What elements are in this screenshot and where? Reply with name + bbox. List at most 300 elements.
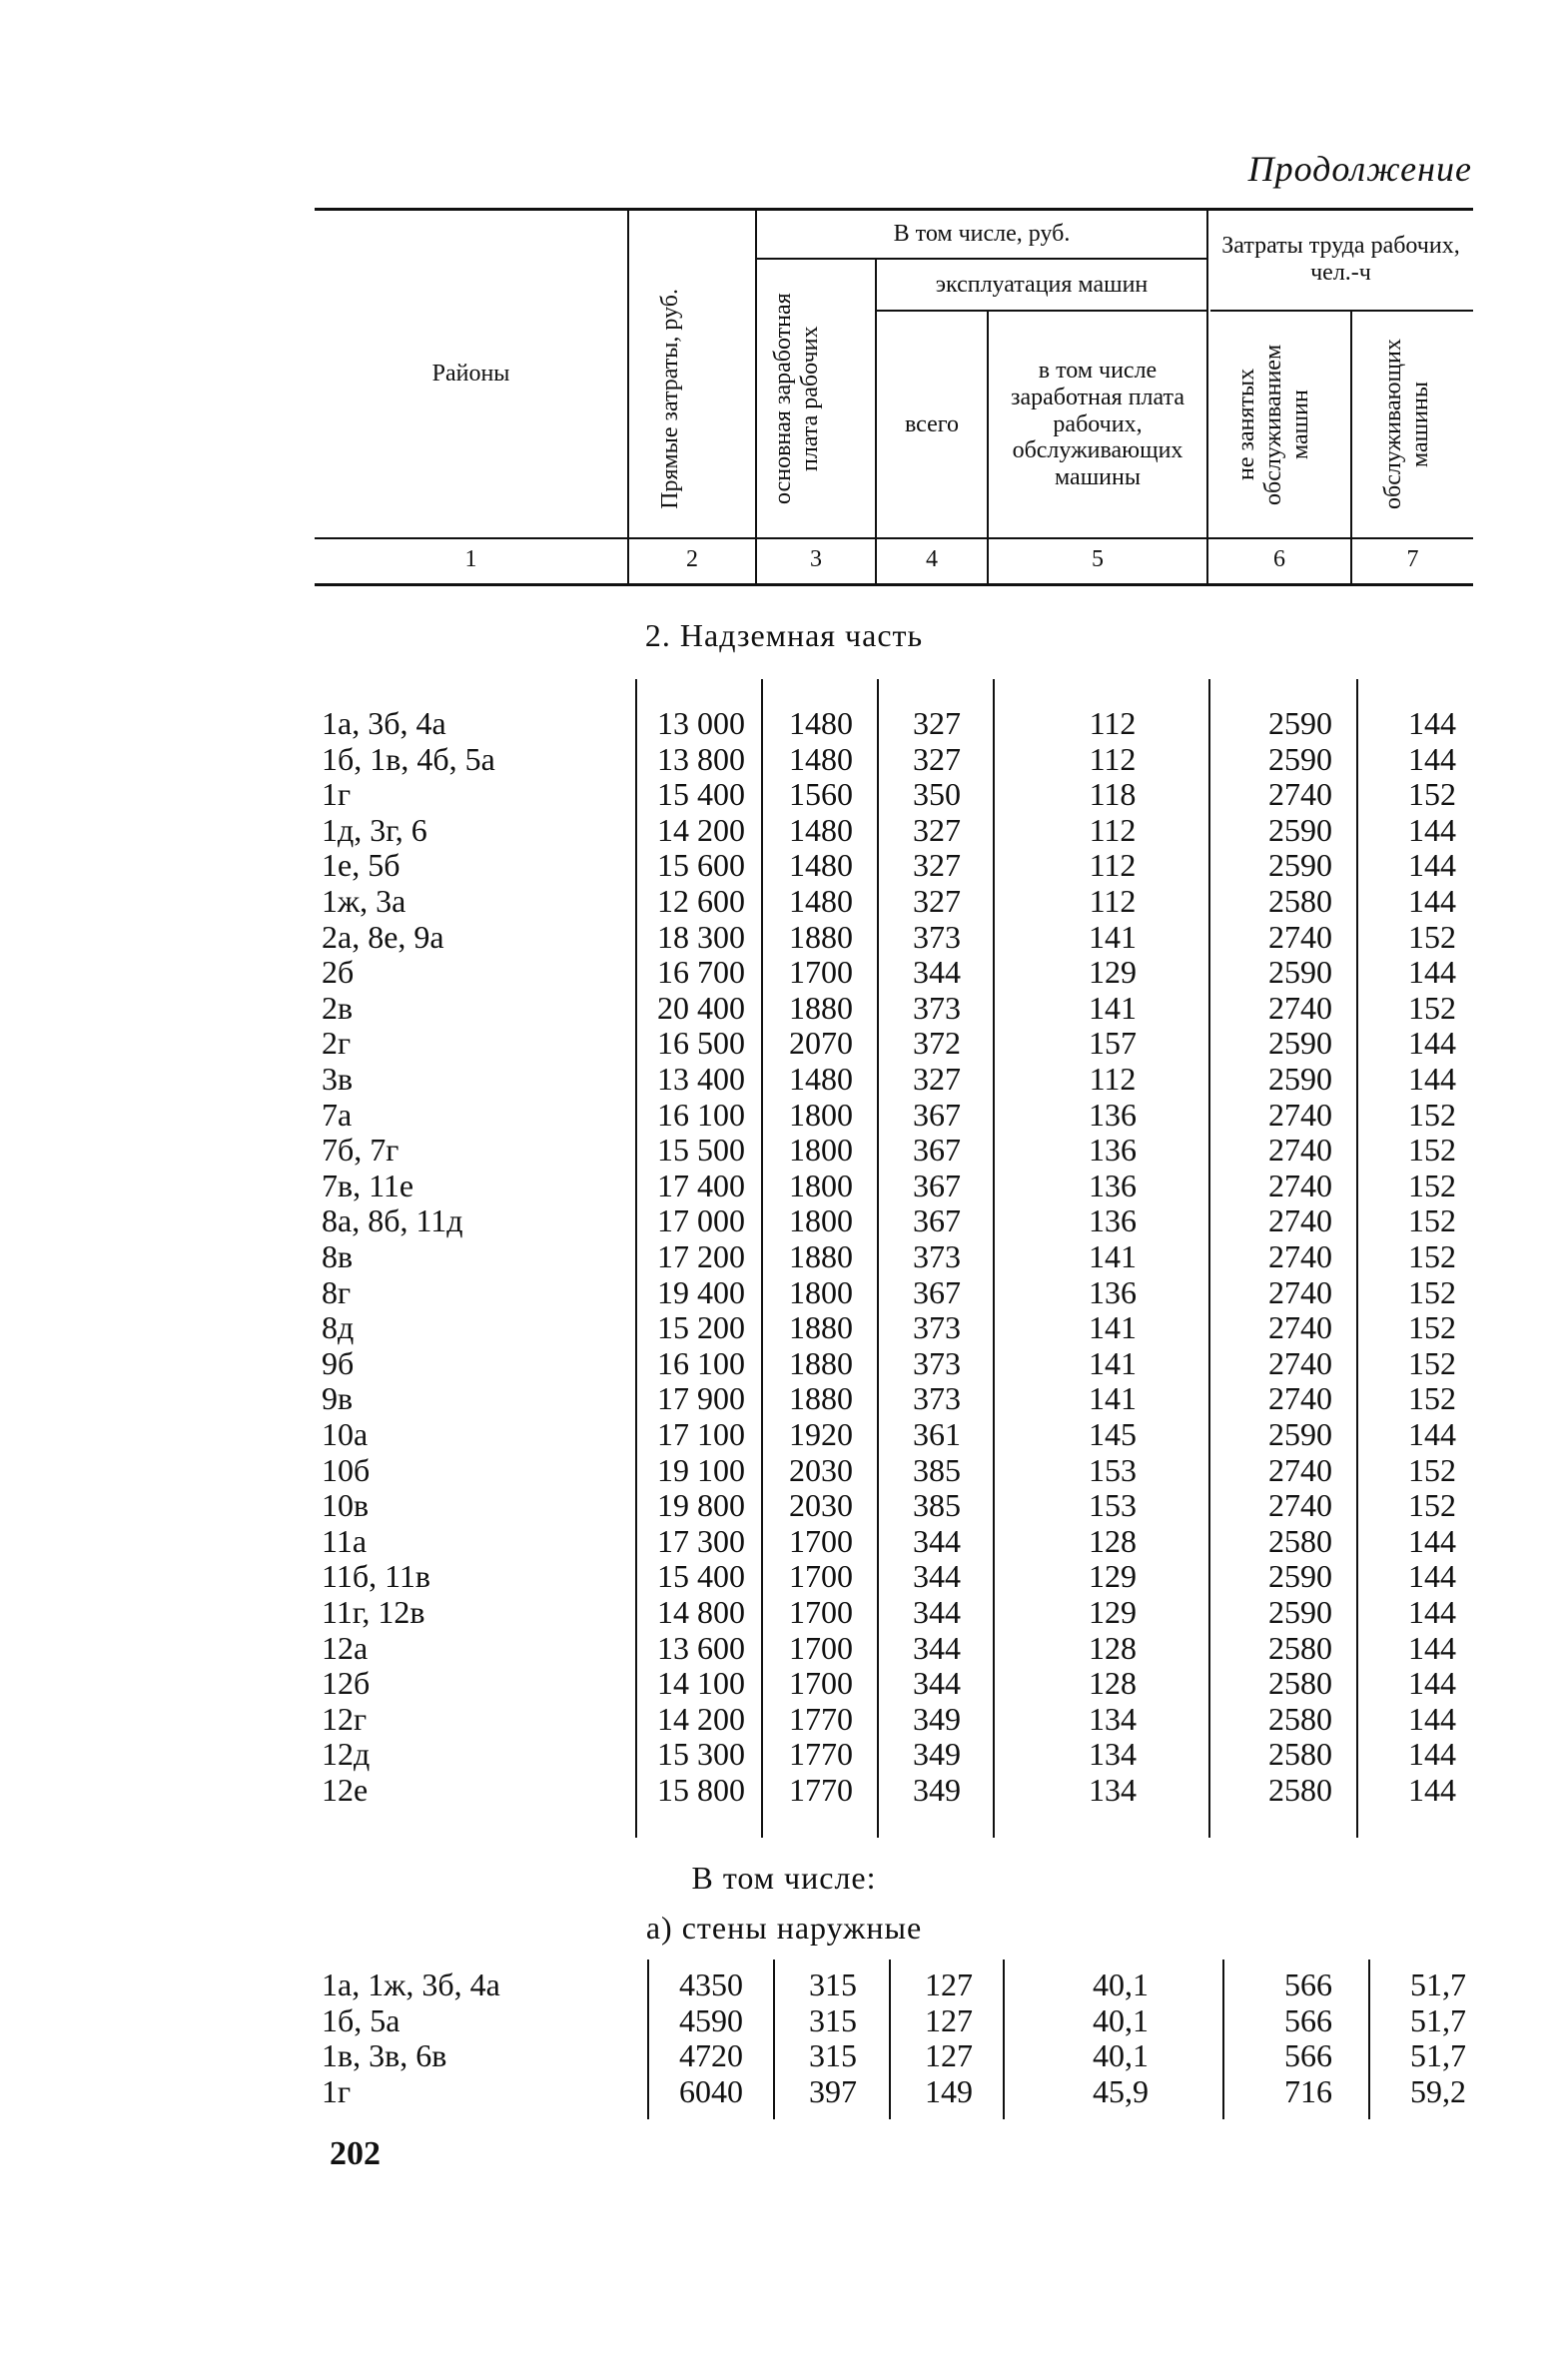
value-cell: 13 800 — [657, 740, 745, 777]
value-cell: 327 — [913, 883, 961, 919]
value-cell: 19 100 — [657, 1451, 745, 1488]
region-cell: 1б, 1в, 4б, 5а — [322, 740, 495, 777]
region-cell: 10в — [322, 1487, 370, 1524]
region-cell: 10б — [322, 1451, 371, 1488]
value-cell: 112 — [1089, 883, 1137, 919]
value-cell: 152 — [1408, 1344, 1456, 1381]
value-cell: 134 — [1089, 1736, 1137, 1773]
value-cell: 128 — [1089, 1629, 1137, 1666]
column-number: 1 — [464, 545, 477, 572]
value-cell: 15 200 — [657, 1309, 745, 1346]
value-cell: 144 — [1408, 740, 1456, 777]
value-cell: 141 — [1089, 989, 1137, 1026]
value-cell: 152 — [1408, 1202, 1456, 1239]
value-cell: 145 — [1089, 1416, 1137, 1452]
table-row — [0, 742, 1568, 778]
table-row — [0, 848, 1568, 884]
table-row — [0, 1666, 1568, 1702]
value-cell: 2070 — [789, 1025, 853, 1062]
value-cell: 2580 — [1268, 1772, 1332, 1808]
value-cell: 134 — [1089, 1700, 1137, 1737]
region-cell: 2а, 8е, 9а — [322, 918, 444, 955]
value-cell: 15 600 — [657, 847, 745, 884]
value-cell: 1480 — [789, 740, 853, 777]
table-row — [0, 1310, 1568, 1346]
value-cell: 152 — [1408, 1096, 1456, 1133]
value-cell: 1700 — [789, 954, 853, 991]
table-row — [0, 1631, 1568, 1667]
value-cell: 144 — [1408, 1061, 1456, 1097]
table-row — [0, 813, 1568, 849]
column-number: 4 — [926, 545, 938, 572]
region-cell: 10а — [322, 1416, 369, 1452]
value-cell: 141 — [1089, 1238, 1137, 1274]
value-cell: 144 — [1408, 1629, 1456, 1666]
value-cell: 2590 — [1268, 1416, 1332, 1452]
value-cell: 129 — [1089, 1558, 1137, 1595]
value-cell: 1700 — [789, 1594, 853, 1630]
table-row — [0, 1417, 1568, 1453]
value-cell: 136 — [1089, 1202, 1137, 1239]
value-cell: 367 — [913, 1132, 961, 1169]
table-row — [0, 2003, 1568, 2039]
region-cell: 8а, 8б, 11д — [322, 1202, 463, 1239]
table-row — [0, 1773, 1568, 1809]
table-row — [0, 1169, 1568, 1204]
value-cell: 136 — [1089, 1096, 1137, 1133]
value-cell: 2590 — [1268, 705, 1332, 741]
table-row — [0, 1098, 1568, 1134]
value-cell: 14 100 — [657, 1665, 745, 1702]
table-row — [0, 706, 1568, 742]
region-cell: 7в, 11е — [322, 1167, 414, 1203]
value-cell: 1480 — [789, 883, 853, 919]
section-title: 2. Надземная часть — [644, 617, 924, 653]
value-cell: 2590 — [1268, 1594, 1332, 1630]
value-cell: 4590 — [679, 2001, 743, 2038]
value-cell: 144 — [1408, 1522, 1456, 1559]
table-row — [0, 920, 1568, 956]
column-number: 3 — [810, 545, 822, 572]
value-cell: 112 — [1089, 847, 1137, 884]
table-row — [0, 1968, 1568, 2003]
value-cell: 15 400 — [657, 776, 745, 813]
value-cell: 16 700 — [657, 954, 745, 991]
value-cell: 40,1 — [1093, 2001, 1149, 2038]
value-cell: 1770 — [789, 1700, 853, 1737]
value-cell: 2740 — [1268, 1344, 1332, 1381]
value-cell: 2740 — [1268, 918, 1332, 955]
value-cell: 118 — [1089, 776, 1137, 813]
value-cell: 1770 — [789, 1772, 853, 1808]
region-cell: 2в — [322, 989, 354, 1026]
value-cell: 1480 — [789, 1061, 853, 1097]
value-cell: 2580 — [1268, 1700, 1332, 1737]
value-cell: 2740 — [1268, 1096, 1332, 1133]
value-cell: 51,7 — [1410, 1967, 1466, 2002]
table-row — [0, 1702, 1568, 1738]
value-cell: 2590 — [1268, 811, 1332, 848]
value-cell: 1880 — [789, 989, 853, 1026]
value-cell: 19 400 — [657, 1273, 745, 1310]
header-operators-wage: в том числе заработная плата рабочих, обслуживающих машины — [1011, 357, 1184, 491]
value-cell: 1480 — [789, 847, 853, 884]
value-cell: 152 — [1408, 776, 1456, 813]
value-cell: 1880 — [789, 1380, 853, 1417]
value-cell: 2740 — [1268, 1167, 1332, 1203]
value-cell: 2740 — [1268, 1273, 1332, 1310]
region-cell: 11а — [322, 1522, 368, 1559]
value-cell: 144 — [1408, 705, 1456, 741]
value-cell: 361 — [913, 1416, 961, 1452]
value-cell: 127 — [925, 2037, 973, 2074]
value-cell: 20 400 — [657, 989, 745, 1026]
value-cell: 327 — [913, 847, 961, 884]
value-cell: 1800 — [789, 1132, 853, 1169]
colnum-bottom-rule — [315, 583, 1473, 586]
value-cell: 372 — [913, 1025, 961, 1062]
value-cell: 2030 — [789, 1487, 853, 1524]
value-cell: 152 — [1408, 1380, 1456, 1417]
region-cell: 12е — [322, 1772, 369, 1808]
table-row — [0, 1559, 1568, 1595]
value-cell: 373 — [913, 1380, 961, 1417]
value-cell: 17 200 — [657, 1238, 745, 1274]
value-cell: 17 900 — [657, 1380, 745, 1417]
value-cell: 2030 — [789, 1451, 853, 1488]
region-cell: 9б — [322, 1344, 355, 1381]
value-cell: 136 — [1089, 1167, 1137, 1203]
value-cell: 112 — [1089, 1061, 1137, 1097]
value-cell: 327 — [913, 740, 961, 777]
region-cell: 3в — [322, 1061, 354, 1097]
header-labor-costs: Затраты труда рабочих, чел.-ч — [1221, 233, 1460, 286]
value-cell: 40,1 — [1093, 2037, 1149, 2074]
header-machine-operation: эксплуатация машин — [935, 271, 1149, 298]
table-row — [0, 1239, 1568, 1275]
value-cell: 51,7 — [1410, 2001, 1466, 2038]
header-total: всего — [904, 410, 960, 437]
region-cell: 8г — [322, 1273, 352, 1310]
value-cell: 1880 — [789, 1238, 853, 1274]
column-number: 7 — [1406, 545, 1419, 572]
value-cell: 2580 — [1268, 883, 1332, 919]
value-cell: 128 — [1089, 1665, 1137, 1702]
value-cell: 2590 — [1268, 847, 1332, 884]
value-cell: 13 000 — [657, 705, 745, 741]
value-cell: 349 — [913, 1700, 961, 1737]
value-cell: 152 — [1408, 918, 1456, 955]
header-servicing: обслуживающих машины — [1379, 339, 1433, 510]
value-cell: 112 — [1089, 705, 1137, 741]
region-cell: 8д — [322, 1309, 355, 1346]
table-row — [0, 1346, 1568, 1382]
value-cell: 1880 — [789, 1309, 853, 1346]
value-cell: 1800 — [789, 1202, 853, 1239]
region-cell: 12г — [322, 1700, 368, 1737]
value-cell: 17 400 — [657, 1167, 745, 1203]
value-cell: 157 — [1089, 1025, 1137, 1062]
value-cell: 144 — [1408, 847, 1456, 884]
value-cell: 2740 — [1268, 1132, 1332, 1169]
value-cell: 1800 — [789, 1096, 853, 1133]
value-cell: 1770 — [789, 1736, 853, 1773]
value-cell: 373 — [913, 989, 961, 1026]
value-cell: 144 — [1408, 1700, 1456, 1737]
value-cell: 2740 — [1268, 1451, 1332, 1488]
value-cell: 1700 — [789, 1558, 853, 1595]
value-cell: 144 — [1408, 1665, 1456, 1702]
value-cell: 112 — [1089, 740, 1137, 777]
value-cell: 385 — [913, 1451, 961, 1488]
region-cell: 1г — [322, 2072, 352, 2109]
value-cell: 344 — [913, 1594, 961, 1630]
table-row — [0, 1737, 1568, 1773]
value-cell: 18 300 — [657, 918, 745, 955]
value-cell: 15 300 — [657, 1736, 745, 1773]
value-cell: 367 — [913, 1202, 961, 1239]
value-cell: 144 — [1408, 1736, 1456, 1773]
value-cell: 566 — [1284, 2001, 1332, 2038]
value-cell: 327 — [913, 1061, 961, 1097]
header-not-busy: не занятых обслуживанием машин — [1233, 344, 1313, 505]
subsection-title: а) стены наружные — [645, 1910, 923, 1946]
value-cell: 716 — [1284, 2072, 1332, 2109]
value-cell: 16 500 — [657, 1025, 745, 1062]
region-cell: 2г — [322, 1025, 352, 1062]
value-cell: 344 — [913, 1665, 961, 1702]
value-cell: 17 000 — [657, 1202, 745, 1239]
value-cell: 2580 — [1268, 1522, 1332, 1559]
region-cell: 9в — [322, 1380, 354, 1417]
value-cell: 367 — [913, 1096, 961, 1133]
value-cell: 13 600 — [657, 1629, 745, 1666]
value-cell: 373 — [913, 1238, 961, 1274]
header-including: В том числе, руб. — [893, 220, 1071, 247]
region-cell: 1ж, 3а — [322, 883, 406, 919]
value-cell: 1920 — [789, 1416, 853, 1452]
value-cell: 2740 — [1268, 1238, 1332, 1274]
region-cell: 1а, 1ж, 3б, 4а — [322, 1967, 500, 2002]
value-cell: 385 — [913, 1487, 961, 1524]
table-row — [0, 777, 1568, 813]
column-number: 2 — [686, 545, 698, 572]
value-cell: 1880 — [789, 918, 853, 955]
value-cell: 127 — [925, 2001, 973, 2038]
value-cell: 2740 — [1268, 989, 1332, 1026]
region-cell: 1г — [322, 776, 352, 813]
value-cell: 17 100 — [657, 1416, 745, 1452]
continuation-label: Продолжение — [1247, 149, 1472, 189]
region-cell: 1б, 5а — [322, 2001, 400, 2038]
value-cell: 1700 — [789, 1665, 853, 1702]
value-cell: 129 — [1089, 1594, 1137, 1630]
region-cell: 2б — [322, 954, 355, 991]
value-cell: 566 — [1284, 1967, 1332, 2002]
region-cell: 12д — [322, 1736, 371, 1773]
value-cell: 12 600 — [657, 883, 745, 919]
value-cell: 16 100 — [657, 1096, 745, 1133]
page-number: 202 — [330, 2135, 381, 2172]
value-cell: 2740 — [1268, 1202, 1332, 1239]
value-cell: 1700 — [789, 1522, 853, 1559]
value-cell: 13 400 — [657, 1061, 745, 1097]
value-cell: 2740 — [1268, 1487, 1332, 1524]
value-cell: 367 — [913, 1273, 961, 1310]
table-row — [0, 1488, 1568, 1524]
region-cell: 1в, 3в, 6в — [322, 2037, 447, 2074]
table-row — [0, 2038, 1568, 2074]
table-row — [0, 955, 1568, 991]
value-cell: 327 — [913, 705, 961, 741]
value-cell: 141 — [1089, 1344, 1137, 1381]
value-cell: 141 — [1089, 918, 1137, 955]
region-cell: 11б, 11в — [322, 1558, 431, 1595]
value-cell: 152 — [1408, 1273, 1456, 1310]
value-cell: 152 — [1408, 1132, 1456, 1169]
region-cell: 1е, 5б — [322, 847, 400, 884]
table-row — [0, 884, 1568, 920]
value-cell: 315 — [809, 2037, 857, 2074]
value-cell: 1480 — [789, 705, 853, 741]
value-cell: 152 — [1408, 1238, 1456, 1274]
value-cell: 344 — [913, 1558, 961, 1595]
table-row — [0, 1595, 1568, 1631]
table-row — [0, 1275, 1568, 1311]
table-row — [0, 1062, 1568, 1098]
region-cell: 12б — [322, 1665, 371, 1702]
value-cell: 2740 — [1268, 1309, 1332, 1346]
value-cell: 144 — [1408, 883, 1456, 919]
header-direct-costs: Прямые затраты, руб. — [657, 288, 683, 509]
header-regions: Районы — [431, 360, 510, 387]
value-cell: 2580 — [1268, 1629, 1332, 1666]
region-cell: 1а, 3б, 4а — [322, 705, 446, 741]
value-cell: 128 — [1089, 1522, 1137, 1559]
value-cell: 144 — [1408, 1025, 1456, 1062]
value-cell: 1700 — [789, 1629, 853, 1666]
column-number: 6 — [1273, 545, 1285, 572]
value-cell: 350 — [913, 776, 961, 813]
value-cell: 134 — [1089, 1772, 1137, 1808]
value-cell: 14 200 — [657, 811, 745, 848]
value-cell: 15 500 — [657, 1132, 745, 1169]
value-cell: 2740 — [1268, 776, 1332, 813]
table-row — [0, 1524, 1568, 1560]
table-row — [0, 1453, 1568, 1489]
value-cell: 144 — [1408, 1594, 1456, 1630]
value-cell: 327 — [913, 811, 961, 848]
table-row — [0, 1381, 1568, 1417]
value-cell: 144 — [1408, 811, 1456, 848]
value-cell: 373 — [913, 1309, 961, 1346]
value-cell: 2590 — [1268, 1061, 1332, 1097]
value-cell: 397 — [809, 2072, 857, 2109]
value-cell: 315 — [809, 2001, 857, 2038]
value-cell: 349 — [913, 1772, 961, 1808]
value-cell: 344 — [913, 954, 961, 991]
value-cell: 152 — [1408, 1309, 1456, 1346]
value-cell: 1560 — [789, 776, 853, 813]
value-cell: 141 — [1089, 1309, 1137, 1346]
value-cell: 17 300 — [657, 1522, 745, 1559]
value-cell: 4720 — [679, 2037, 743, 2074]
value-cell: 112 — [1089, 811, 1137, 848]
table-row — [0, 991, 1568, 1027]
table-row — [0, 1026, 1568, 1062]
value-cell: 2590 — [1268, 1558, 1332, 1595]
value-cell: 153 — [1089, 1451, 1137, 1488]
value-cell: 2580 — [1268, 1665, 1332, 1702]
table-row — [0, 1133, 1568, 1169]
value-cell: 152 — [1408, 1487, 1456, 1524]
value-cell: 349 — [913, 1736, 961, 1773]
value-cell: 16 100 — [657, 1344, 745, 1381]
value-cell: 2740 — [1268, 1380, 1332, 1417]
value-cell: 19 800 — [657, 1487, 745, 1524]
value-cell: 45,9 — [1093, 2072, 1149, 2109]
column-number: 5 — [1092, 545, 1104, 572]
value-cell: 14 200 — [657, 1700, 745, 1737]
value-cell: 2590 — [1268, 954, 1332, 991]
value-cell: 14 800 — [657, 1594, 745, 1630]
value-cell: 153 — [1089, 1487, 1137, 1524]
region-cell: 8в — [322, 1238, 354, 1274]
value-cell: 1800 — [789, 1273, 853, 1310]
value-cell: 149 — [925, 2072, 973, 2109]
value-cell: 136 — [1089, 1273, 1137, 1310]
region-cell: 11г, 12в — [322, 1594, 425, 1630]
value-cell: 2580 — [1268, 1736, 1332, 1773]
value-cell: 15 800 — [657, 1772, 745, 1808]
value-cell: 15 400 — [657, 1558, 745, 1595]
header-base-wage: основная заработная плата рабочих — [770, 293, 823, 504]
value-cell: 144 — [1408, 1772, 1456, 1808]
value-cell: 373 — [913, 1344, 961, 1381]
subsection-heading: В том числе: — [691, 1860, 877, 1896]
region-cell: 7б, 7г — [322, 1132, 399, 1169]
value-cell: 152 — [1408, 989, 1456, 1026]
region-cell: 12а — [322, 1629, 369, 1666]
value-cell: 152 — [1408, 1451, 1456, 1488]
value-cell: 344 — [913, 1629, 961, 1666]
value-cell: 4350 — [679, 1967, 743, 2002]
value-cell: 144 — [1408, 1416, 1456, 1452]
value-cell: 59,2 — [1410, 2072, 1466, 2109]
value-cell: 566 — [1284, 2037, 1332, 2074]
value-cell: 141 — [1089, 1380, 1137, 1417]
table-row — [0, 1203, 1568, 1239]
value-cell: 40,1 — [1093, 1967, 1149, 2002]
table-row — [0, 2074, 1568, 2110]
value-cell: 2590 — [1268, 1025, 1332, 1062]
value-cell: 152 — [1408, 1167, 1456, 1203]
region-cell: 1д, 3г, 6 — [322, 811, 427, 848]
value-cell: 315 — [809, 1967, 857, 2002]
value-cell: 1800 — [789, 1167, 853, 1203]
value-cell: 129 — [1089, 954, 1137, 991]
value-cell: 6040 — [679, 2072, 743, 2109]
value-cell: 51,7 — [1410, 2037, 1466, 2074]
value-cell: 1480 — [789, 811, 853, 848]
value-cell: 344 — [913, 1522, 961, 1559]
value-cell: 2590 — [1268, 740, 1332, 777]
value-cell: 1880 — [789, 1344, 853, 1381]
value-cell: 136 — [1089, 1132, 1137, 1169]
value-cell: 144 — [1408, 954, 1456, 991]
value-cell: 127 — [925, 1967, 973, 2002]
region-cell: 7а — [322, 1096, 353, 1133]
